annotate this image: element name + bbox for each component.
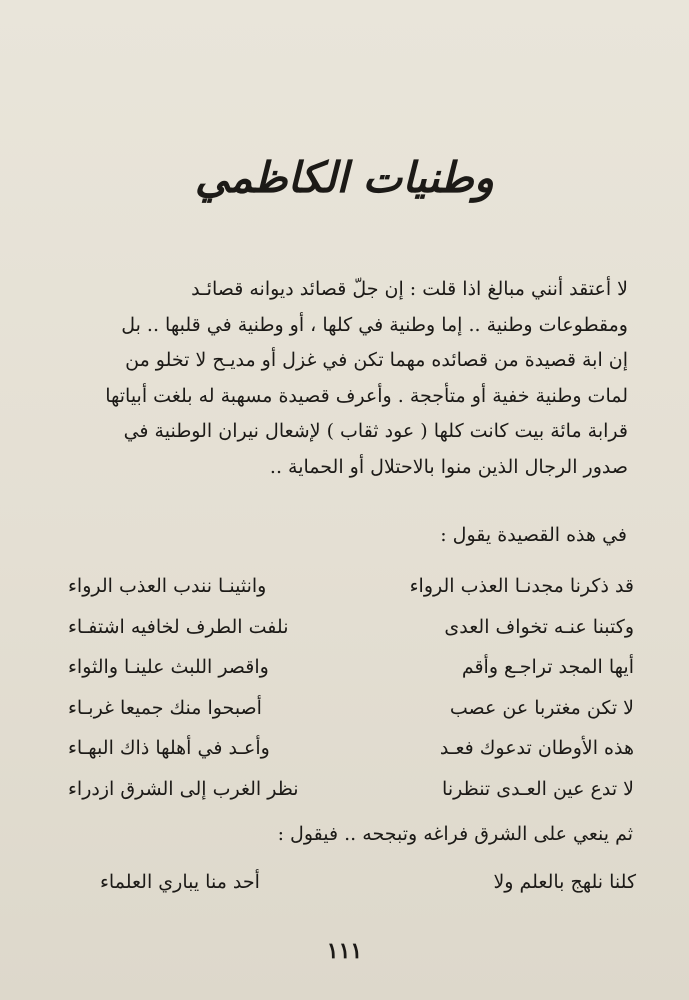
paragraph-line: قرابة مائة بيت كانت كلها ( عود ثقاب ) لإشعال نيران الوطنية في <box>123 420 628 442</box>
first-hemistich: لا تدع عين العـدى تنظرنا <box>442 777 634 800</box>
first-hemistich: وكتبنا عنـه تخواف العدى <box>444 615 634 638</box>
poem-intro: في هذه القصيدة يقول : <box>440 524 627 546</box>
poem-verse <box>68 607 634 648</box>
first-hemistich: كلنا نلهج بالعلم ولا <box>493 871 636 893</box>
page-number: ١١١ <box>326 938 363 964</box>
poem-verse <box>68 769 634 810</box>
second-hemistich: وانثينـا نندب العذب الرواء <box>68 575 267 597</box>
second-hemistich: أصبحوا منك جميعا غربـاء <box>68 696 262 719</box>
poem-verse <box>68 728 634 769</box>
paragraph-line: إن ابة قصيدة من قصائده مهما تكن في غزل أو مديـح لا تخلو من <box>125 349 628 371</box>
first-hemistich: لا تكن مغتربا عن عصب <box>449 696 634 719</box>
body-paragraph <box>68 272 628 485</box>
paragraph-line: صدور الرجال الذين منوا بالاحتلال أو الحماية .. <box>269 455 628 478</box>
first-hemistich: هذه الأوطان تدعوك فعـد <box>439 737 634 759</box>
poem-verse <box>68 566 634 607</box>
second-hemistich: نلفت الطرف لخافيه اشتفـاء <box>68 615 289 638</box>
bridge-sentence: ثم ينعي على الشرق فراغه وتبجحه .. فيقول : <box>277 823 633 845</box>
second-hemistich: وأعـد في أهلها ذاك البهـاء <box>68 737 270 759</box>
poem-verse <box>68 688 634 729</box>
second-hemistich: نظر الغرب إلى الشرق ازدراء <box>68 777 299 800</box>
final-verse <box>100 862 636 902</box>
poem-verses <box>68 566 634 809</box>
paragraph-line: ومقطوعات وطنية .. إما وطنية في كلها ، أو وطنية في قلبها .. بل <box>121 313 628 336</box>
poem-verse <box>68 647 634 688</box>
second-hemistich: واقصر اللبث علينـا والثواء <box>68 656 269 678</box>
paragraph-line: لا أعتقد أنني مبالغ اذا قلت : إن جلّ قصائد ديوانه قصائـد <box>191 278 628 300</box>
page-title: وطنيات الكاظمي <box>194 153 495 202</box>
first-hemistich: أيها المجد تراجـع وأقم <box>461 656 634 678</box>
first-hemistich: قد ذكرنا مجدنـا العذب الرواء <box>409 575 634 597</box>
second-hemistich: أحد منا يباري العلماء <box>100 871 260 893</box>
paragraph-line: لمات وطنية خفية أو متأججة . وأعرف قصيدة مسهبة له بلغت أبياتها <box>105 384 628 407</box>
